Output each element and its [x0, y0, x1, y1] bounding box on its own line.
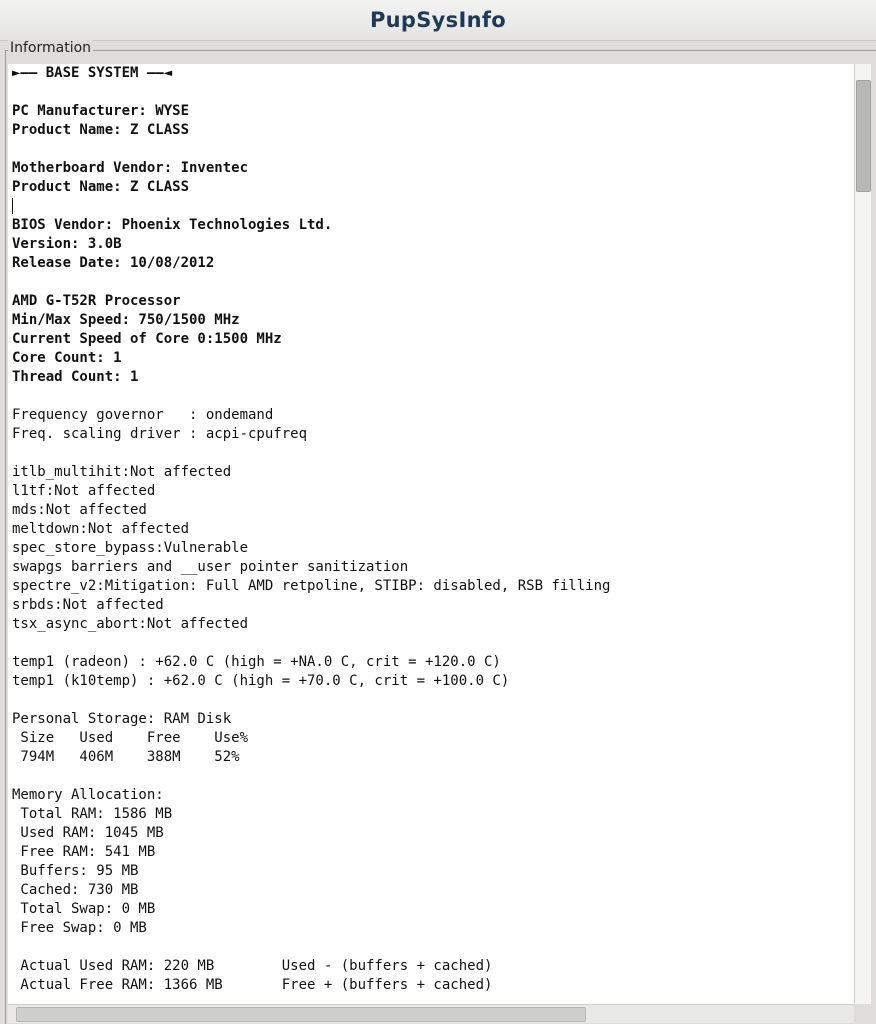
- info-line-text: Min/Max Speed: 750/1500 MHz: [12, 312, 240, 328]
- vertical-scrollbar-thumb[interactable]: [856, 80, 871, 192]
- info-line: [12, 596, 610, 615]
- info-line-text: Buffers: 95 MB: [12, 863, 139, 879]
- info-line: [12, 349, 610, 368]
- info-line-text: mds:Not affected: [12, 502, 147, 518]
- blank-line: [12, 691, 610, 710]
- info-line: [12, 824, 610, 843]
- blank-line: [12, 387, 610, 406]
- info-line-text: spec_store_bypass:Vulnerable: [12, 540, 249, 556]
- info-line: [12, 748, 610, 767]
- info-line: [12, 368, 610, 387]
- info-line: [12, 311, 610, 330]
- info-line: [12, 159, 610, 178]
- info-line-text: Used RAM: 1045 MB: [12, 825, 164, 841]
- info-line-text: Cached: 730 MB: [12, 882, 139, 898]
- info-line: [12, 501, 610, 520]
- horizontal-scrollbar[interactable]: [8, 1004, 854, 1023]
- info-line-text: AMD G-T52R Processor: [12, 293, 181, 309]
- info-line: [12, 330, 610, 349]
- blank-line: [12, 140, 610, 159]
- info-line-text: Actual Used RAM: 220 MB Used - (buffers + cached): [12, 958, 493, 974]
- info-line-text: meltdown:Not affected: [12, 521, 190, 537]
- info-line: [12, 482, 610, 501]
- info-line-text: temp1 (k10temp) : +62.0 C (high = +70.0 C, crit = +100.0 C): [12, 673, 510, 689]
- info-line: [12, 254, 610, 273]
- information-frame-label: Information: [10, 40, 92, 56]
- blank-line: [12, 444, 610, 463]
- info-line-text: Personal Storage: RAM Disk: [12, 711, 232, 727]
- info-line: [12, 64, 610, 83]
- info-line-text: BIOS Vendor: Phoenix Technologies Ltd.: [12, 217, 333, 233]
- info-line-text: Current Speed of Core 0:1500 MHz: [12, 331, 282, 347]
- info-line: [12, 976, 610, 995]
- info-line: [12, 235, 610, 254]
- info-line-text: Freq. scaling driver : acpi-cpufreq: [12, 426, 308, 442]
- info-text-content[interactable]: [12, 64, 610, 995]
- info-line-text: Free Swap: 0 MB: [12, 920, 147, 936]
- info-line: [12, 615, 610, 634]
- info-line-text: PC Manufacturer: WYSE: [12, 103, 190, 119]
- info-line-text: srbds:Not affected: [12, 597, 164, 613]
- info-line-text: Size Used Free Use%: [12, 730, 249, 746]
- info-line-text: Motherboard Vendor: Inventec: [12, 160, 249, 176]
- blank-line: [12, 767, 610, 786]
- info-line-text: 794M 406M 388M 52%: [12, 749, 240, 765]
- info-line: [12, 406, 610, 425]
- info-line-text: Product Name: Z CLASS: [12, 122, 190, 138]
- info-line-text: Total RAM: 1586 MB: [12, 806, 173, 822]
- info-line-text: Memory Allocation:: [12, 787, 164, 803]
- info-line: [12, 805, 610, 824]
- blank-line: [12, 634, 610, 653]
- info-line: [12, 102, 610, 121]
- info-line: [12, 539, 610, 558]
- info-line: [12, 843, 610, 862]
- info-line-text: Core Count: 1: [12, 350, 122, 366]
- info-line: [12, 425, 610, 444]
- info-line: [12, 520, 610, 539]
- info-line: [12, 900, 610, 919]
- text-cursor: [12, 198, 13, 214]
- info-line: [12, 292, 610, 311]
- info-line: [12, 121, 610, 140]
- info-line: [12, 558, 610, 577]
- info-line-text: Product Name: Z CLASS: [12, 179, 190, 195]
- info-line: [12, 710, 610, 729]
- info-line: [12, 463, 610, 482]
- info-line: [12, 881, 610, 900]
- window-title: PupSysInfo: [369, 8, 506, 32]
- horizontal-scrollbar-thumb[interactable]: [16, 1007, 586, 1022]
- info-line: [12, 729, 610, 748]
- info-line-text: Release Date: 10/08/2012: [12, 255, 215, 271]
- info-line: [12, 653, 610, 672]
- info-line: [12, 672, 610, 691]
- vertical-scrollbar[interactable]: [854, 64, 871, 1004]
- info-line-text: Version: 3.0B: [12, 236, 122, 252]
- info-line-text: Frequency governor : ondemand: [12, 407, 274, 423]
- info-line: [12, 216, 610, 235]
- blank-line: [12, 83, 610, 102]
- title-bar: [0, 0, 876, 41]
- info-line: [12, 178, 610, 197]
- info-line: [12, 577, 610, 596]
- info-line-text: Free RAM: 541 MB: [12, 844, 156, 860]
- blank-line: [12, 273, 610, 292]
- info-line: [12, 786, 610, 805]
- info-line: [12, 919, 610, 938]
- info-line-text: l1tf:Not affected: [12, 483, 156, 499]
- info-line: [12, 862, 610, 881]
- info-line-text: temp1 (radeon) : +62.0 C (high = +NA.0 C, crit = +120.0 C): [12, 654, 501, 670]
- info-line: [12, 957, 610, 976]
- info-line-text: Total Swap: 0 MB: [12, 901, 156, 917]
- info-line-text: tsx_async_abort:Not affected: [12, 616, 249, 632]
- info-line-text: ►—— BASE SYSTEM ——◄: [12, 65, 173, 81]
- info-line-text: spectre_v2:Mitigation: Full AMD retpoline, STIBP: disabled, RSB filling: [12, 578, 611, 594]
- info-line-text: itlb_multihit:Not affected: [12, 464, 232, 480]
- info-line-text: Actual Free RAM: 1366 MB Free + (buffers + cached): [12, 977, 493, 993]
- info-line-text: swapgs barriers and __user pointer sanitization: [12, 559, 409, 575]
- info-text-view[interactable]: [8, 64, 854, 1004]
- info-line-text: Thread Count: 1: [12, 369, 139, 385]
- blank-line: [12, 197, 610, 216]
- blank-line: [12, 938, 610, 957]
